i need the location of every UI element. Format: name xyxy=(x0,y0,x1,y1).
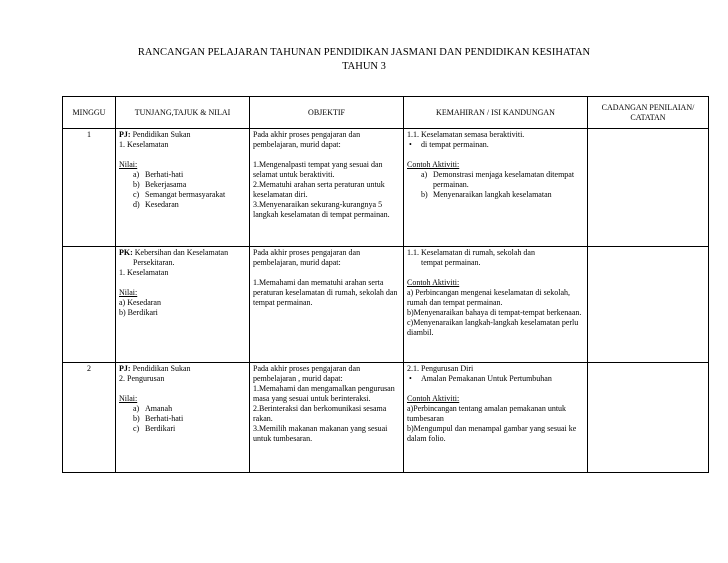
table-row xyxy=(63,247,709,363)
nilai-label: Nilai: xyxy=(119,394,138,403)
cell-minggu: 2 xyxy=(63,363,116,473)
tunjang-code: PK: xyxy=(119,248,133,257)
nilai-list xyxy=(119,170,246,210)
objektif-item: 1.Memahami dan mematuhi arahan serta peraturan keselamatan di rumah, sekolah dan tempat permainan. xyxy=(253,278,398,307)
title-line-1: RANCANGAN PELAJARAN TAHUNAN PENDIDIKAN JASMANI DAN PENDIDIKAN KESIHATAN xyxy=(137,47,591,58)
header-minggu: MINGGU xyxy=(63,97,116,129)
list-item: b) Berhati-hati xyxy=(133,414,184,423)
objektif-item: 2.Berinteraksi dan berkomunikasi sesama rakan. xyxy=(253,404,387,423)
cell-objektif xyxy=(250,363,404,473)
header-cadangan: CADANGAN PENILAIAN/ CATATAN xyxy=(588,97,709,129)
cell-kemahiran xyxy=(404,363,588,473)
tunjang-subject: Pendidikan Sukan xyxy=(130,364,191,373)
cell-minggu: 1 xyxy=(63,129,116,247)
nilai-label: Nilai: xyxy=(119,160,138,169)
bullet-icon: • xyxy=(409,140,412,149)
list-item: d) Kesedaran xyxy=(133,200,179,209)
kemahiran-bullet: • di tempat permainan. xyxy=(409,140,489,149)
yearly-plan-table xyxy=(62,96,709,473)
document-title xyxy=(0,46,728,74)
nilai-item: a) Kesedaran xyxy=(119,298,161,307)
cell-minggu xyxy=(63,247,116,363)
tunjang-code: PJ: xyxy=(119,130,131,139)
list-item: a) Amanah xyxy=(133,404,173,413)
table-row xyxy=(63,129,709,247)
objektif-intro: Pada akhir proses pengajaran dan pembelajaran, murid dapat: xyxy=(253,248,361,267)
kemahiran-heading: 1.1. Keselamatan di rumah, sekolah dan xyxy=(407,248,535,257)
objektif-item: 1.Mengenalpasti tempat yang sesuai dan selamat untuk beraktiviti. xyxy=(253,160,383,179)
tunjang-topic: 1. Keselamatan xyxy=(119,140,169,149)
kemahiran-heading-cont: tempat permainan. xyxy=(421,258,481,267)
nilai-label: Nilai: xyxy=(119,288,138,297)
header-objektif: OBJEKTIF xyxy=(250,97,404,129)
table-header-row xyxy=(63,97,709,129)
cell-tunjang xyxy=(116,129,250,247)
tunjang-code: PJ: xyxy=(119,364,131,373)
cell-objektif xyxy=(250,247,404,363)
aktiviti-list xyxy=(407,170,584,200)
cell-cadangan xyxy=(588,363,709,473)
objektif-intro: Pada akhir proses pengajaran dan pembelajaran, murid dapat: xyxy=(253,130,361,149)
cell-tunjang xyxy=(116,363,250,473)
cell-objektif xyxy=(250,129,404,247)
list-item: c) Berdikari xyxy=(133,424,176,433)
list-item: b) Menyenaraikan langkah keselamatan xyxy=(421,190,552,199)
tunjang-subject: Pendidikan Sukan xyxy=(130,130,191,139)
objektif-intro: Pada akhir proses pengajaran dan pembelajaran , murid dapat: xyxy=(253,364,361,383)
cell-kemahiran xyxy=(404,247,588,363)
kemahiran-heading: 1.1. Keselamatan semasa beraktiviti. xyxy=(407,130,525,139)
bullet-icon: • xyxy=(409,374,412,383)
aktiviti-item: a)Perbincangan tentang amalan pemakanan untuk tumbesaran xyxy=(407,404,567,423)
aktiviti-label: Contoh Aktiviti: xyxy=(407,394,460,403)
cell-tunjang xyxy=(116,247,250,363)
list-item: c) Semangat bermasyarakat xyxy=(133,190,226,199)
kemahiran-heading: 2.1. Pengurusan Diri xyxy=(407,364,474,373)
tunjang-topic: 2. Pengurusan xyxy=(119,374,165,383)
list-item: a) Berhati-hati xyxy=(133,170,184,179)
objektif-item: 2.Mematuhi arahan serta peraturan untuk keselamatan diri. xyxy=(253,180,385,199)
aktiviti-item: c)Menyenaraikan langkah-langkah keselamatan perlu diambil. xyxy=(407,318,579,337)
aktiviti-item: b)Mengumpul dan menampal gambar yang sesuai ke dalam folio. xyxy=(407,424,577,443)
cell-cadangan xyxy=(588,247,709,363)
aktiviti-item: b)Menyenaraikan bahaya di tempat-tempat berkenaan. xyxy=(407,308,582,317)
list-item: a) Demonstrasi menjaga keselamatan ditempat permainan. xyxy=(421,170,575,189)
title-line-2: TAHUN 3 xyxy=(342,61,386,72)
objektif-item: 3.Memilih makanan makanan yang sesuai untuk tumbesaran. xyxy=(253,424,388,443)
header-kemahiran: KEMAHIRAN / ISI KANDUNGAN xyxy=(404,97,588,129)
kemahiran-bullet: • Amalan Pemakanan Untuk Pertumbuhan xyxy=(409,374,552,383)
nilai-item: b) Berdikari xyxy=(119,308,158,317)
aktiviti-label: Contoh Aktiviti: xyxy=(407,160,460,169)
cell-cadangan xyxy=(588,129,709,247)
nilai-list xyxy=(119,404,246,434)
tunjang-topic: 1. Keselamatan xyxy=(119,268,169,277)
tunjang-subject-cont: Persekitaran. xyxy=(133,258,175,267)
aktiviti-label: Contoh Aktiviti: xyxy=(407,278,460,287)
list-item: b) Bekerjasama xyxy=(133,180,187,189)
aktiviti-item: a) Perbincangan mengenai keselamatan di sekolah, rumah dan tempat permainan. xyxy=(407,288,571,307)
objektif-item: 1.Memahami dan mengamalkan pengurusan masa yang sesuai untuk berinteraksi. xyxy=(253,384,395,403)
table-row xyxy=(63,363,709,473)
cell-kemahiran xyxy=(404,129,588,247)
header-tunjang: TUNJANG,TAJUK & NILAI xyxy=(116,97,250,129)
tunjang-subject: Kebersihan dan Keselamatan xyxy=(132,248,229,257)
objektif-item: 3.Menyenaraikan sekurang-kurangnya 5 langkah keselamatan di tempat permainan. xyxy=(253,200,390,219)
